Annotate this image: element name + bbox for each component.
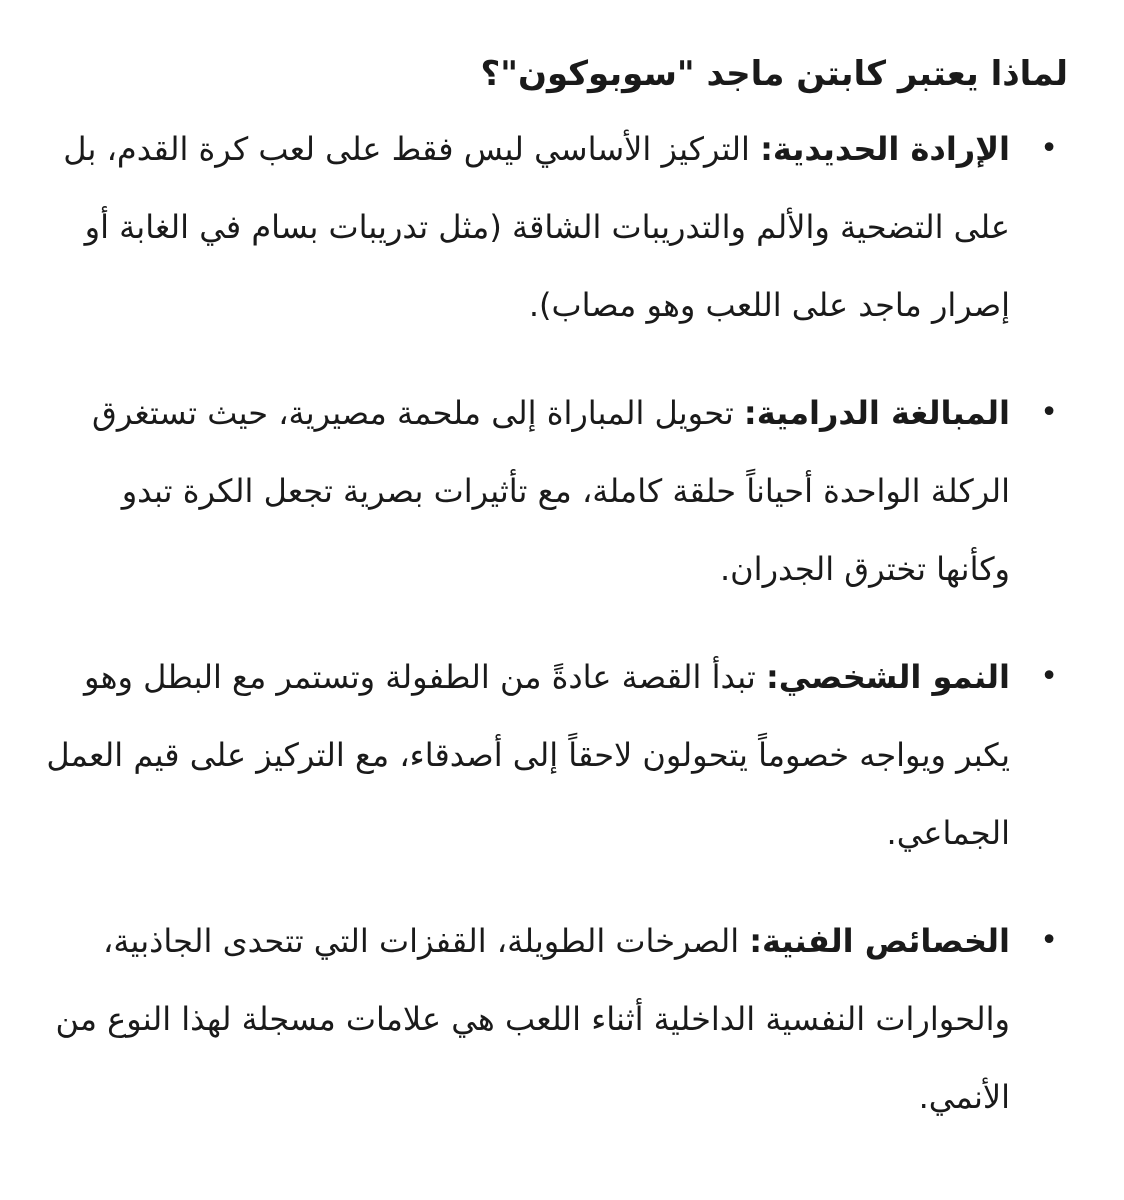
bullet-icon: • (1040, 659, 1058, 694)
item-term: المبالغة الدرامية: (743, 394, 1010, 432)
list-item (40, 110, 1058, 344)
list-item (40, 902, 1058, 1136)
item-term: النمو الشخصي: (765, 658, 1010, 696)
bullet-icon: • (1040, 131, 1058, 166)
article-heading: لماذا يعتبر كابتن ماجد "سوبوكون"؟ (480, 54, 1068, 94)
list-item (40, 374, 1058, 608)
item-text: تحويل المباراة إلى ملحمة مصيرية، حيث تستغرق الركلة الواحدة أحياناً حلقة كاملة، مع تأثيرات بصرية تجعل الكرة تبدو وكأنها تخترق الجدران. (91, 394, 1010, 588)
item-text: تبدأ القصة عادةً من الطفولة وتستمر مع البطل وهو يكبر ويواجه خصوماً يتحولون لاحقاً إلى أصدقاء، مع التركيز على قيم العمل الجماعي. (46, 658, 1010, 852)
bullet-icon: • (1040, 395, 1058, 430)
list-item (40, 638, 1058, 872)
bullet-icon: • (1040, 923, 1058, 958)
item-text: التركيز الأساسي ليس فقط على لعب كرة القدم، بل على التضحية والألم والتدريبات الشاقة (مثل تدريبات بسام في الغابة أو إصرار ماجد على اللعب وهو مصاب). (63, 130, 1010, 324)
bullet-list (40, 110, 1068, 1136)
item-term: الخصائص الفنية: (749, 922, 1010, 960)
item-term: الإرادة الحديدية: (760, 130, 1010, 168)
article (40, 38, 1068, 1166)
item-text: الصرخات الطويلة، القفزات التي تتحدى الجاذبية، والحوارات النفسية الداخلية أثناء اللعب هي علامات مسجلة لهذا النوع من الأنمي. (55, 922, 1010, 1116)
